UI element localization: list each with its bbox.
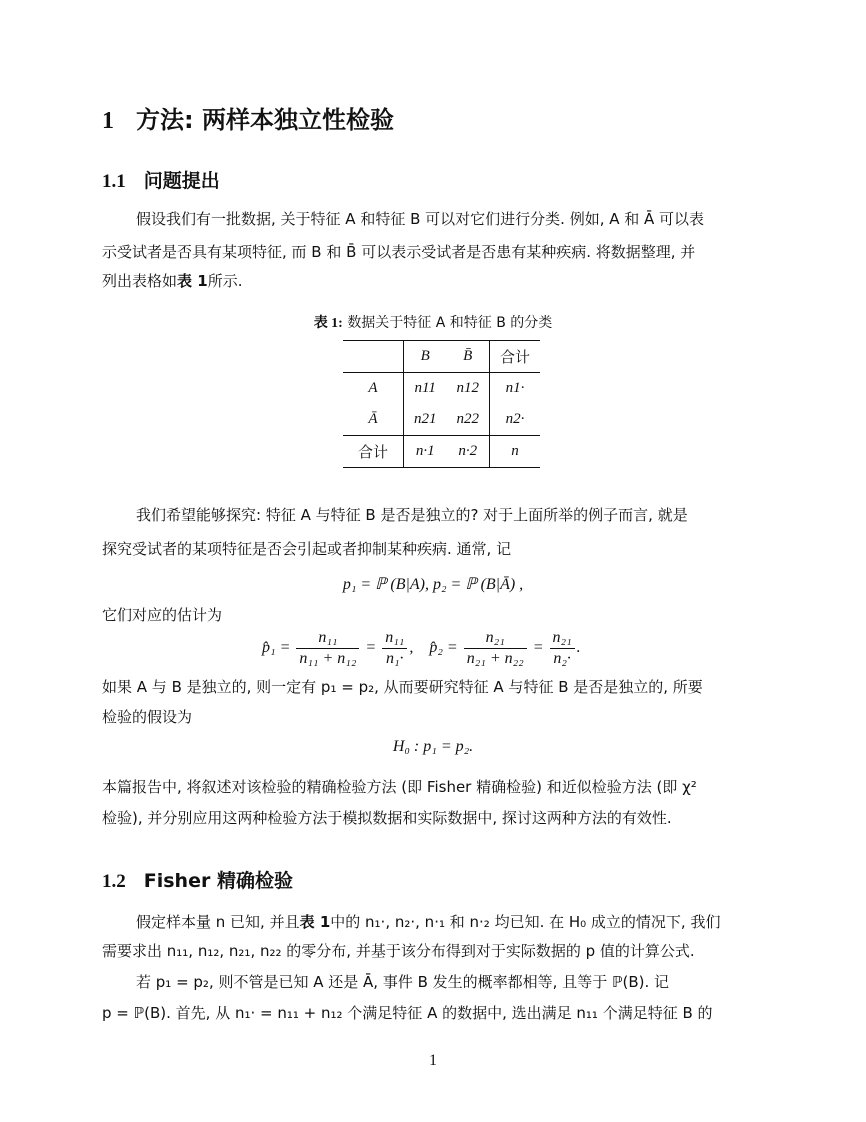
paragraph-line: p = ℙ(B). 首先, 从 n₁· = n₁₁ + n₁₂ 个满足特征 A 的数据中, 选出满足 n₁₁ 个满足特征 B 的 — [102, 1004, 713, 1022]
paragraph-line: 若 p₁ = p₂, 则不管是已知 A 还是 Ā, 事件 B 发生的概率都相等, 且等于 ℙ(B). 记 — [136, 973, 670, 991]
subsection-title: 问题提出 — [143, 170, 220, 192]
paragraph-line: 本篇报告中, 将叙述对该检验的精确检验方法 (即 Fisher 精确检验) 和近似检验方法 (即 χ² — [102, 778, 697, 796]
math-text: . — [576, 639, 581, 657]
table-caption — [0, 312, 866, 332]
subsection-number: 1.2 — [102, 871, 126, 892]
table-header-cell: 合计 — [490, 341, 541, 373]
table-row-label: A — [343, 373, 404, 405]
text-span: 假定样本量 n 已知, 并且 — [136, 913, 300, 931]
paragraph-line — [136, 911, 720, 932]
text-span: 列出表格如 — [102, 272, 178, 290]
table-reference-link[interactable]: 表 1 — [299, 913, 331, 931]
table-cell: n12 — [447, 373, 490, 405]
caption-label: 表 1: — [313, 316, 343, 331]
table-row-label: Ā — [343, 404, 404, 436]
table-cell: n21 — [414, 411, 437, 427]
math-text: p̂₁ = — [262, 639, 291, 657]
paragraph-line — [102, 270, 242, 291]
numerator: n₁₁ — [382, 628, 407, 649]
page-number: 1 — [429, 1052, 437, 1069]
paragraph-line: 检验的假设为 — [102, 708, 193, 726]
table-cell: n22 — [447, 404, 490, 436]
contingency-table — [343, 340, 540, 468]
paragraph-line: 检验), 并分别应用这两种检验方法于模拟数据和实际数据中, 探讨这两种方法的有效性. — [102, 809, 672, 827]
equation-estimates: p̂₁ = $\frac{\text{n₁₁}}{\text{n₁₁ + n₁₂}}$ = $\frac{\text{n₁₁}}{\text{n₁·}}$ , p̂₂ = $\frac{\text{n₂₁}}{\text{n₂₁ + n₂₂}}$ = $\frac{\text{n₂₁}}{\text{n₂·}}$ . — [262, 629, 581, 667]
denominator: n₂· — [553, 650, 571, 667]
table-cell: n·2 — [447, 436, 490, 468]
table-header-cell: B̄ — [447, 341, 490, 373]
denominator: n₂₁ + n₂₂ — [466, 650, 524, 667]
text-span: 中的 n₁·, n₂·, n·₁ 和 n·₂ 均已知. 在 H₀ 成立的情况下, 我们 — [330, 913, 721, 931]
subsection-title: Fisher 精确检验 — [143, 870, 293, 892]
paragraph-line: 如果 A 与 B 是独立的, 则一定有 p₁ = p₂, 从而要研究特征 A 与特征 B 是否是独立的, 所要 — [102, 678, 703, 696]
table-header-cell — [343, 341, 404, 373]
table-cell: n2· — [505, 411, 525, 427]
table-cell: n — [490, 436, 541, 468]
text-span: 所示. — [207, 272, 243, 290]
table-reference-link[interactable]: 表 1 — [177, 272, 208, 290]
fraction — [382, 628, 407, 669]
math-text: p̂₂ = — [429, 639, 458, 657]
section-heading — [102, 100, 394, 135]
table-cell: n·1 — [404, 436, 447, 468]
numerator: n₁₁ — [296, 628, 359, 649]
table-header-cell: B — [404, 341, 447, 373]
paragraph-line: 假设我们有一批数据, 关于特征 A 和特征 B 可以对它们进行分类. 例如, A 和 Ā 可以表 — [136, 210, 705, 228]
section-title: 方法: 两样本独立性检验 — [136, 106, 394, 134]
denominator: n₁₁ + n₁₂ — [299, 650, 357, 667]
subsection-number: 1.1 — [102, 171, 126, 192]
subsection-heading-1 — [102, 166, 220, 193]
math-text: , — [409, 639, 414, 657]
fraction — [296, 628, 359, 669]
fraction — [464, 628, 527, 669]
paragraph-line: 我们希望能够探究: 特征 A 与特征 B 是否是独立的? 对于上面所举的例子而言, 就是 — [136, 506, 688, 524]
section-number: 1 — [102, 108, 114, 134]
equation-probabilities: p₁ = ℙ (B|A), p₂ = ℙ (B|Ā) , — [342, 576, 524, 593]
subsection-heading-2 — [102, 866, 293, 893]
fraction — [550, 628, 575, 669]
caption-text: 数据关于特征 A 和特征 B 的分类 — [347, 315, 553, 331]
table-row-label: 合计 — [343, 436, 404, 468]
equation-hypothesis: H₀ : p₁ = p₂. — [392, 738, 474, 755]
paragraph-line: 示受试者是否具有某项特征, 而 B 和 B̄ 可以表示受试者是否患有某种疾病. 将数据整理, 并 — [102, 243, 696, 261]
table-cell: n1· — [490, 373, 541, 405]
paragraph-line: 探究受试者的某项特征是否会引起或者抑制某种疾病. 通常, 记 — [102, 540, 512, 558]
numerator: n₂₁ — [550, 628, 575, 649]
table-cell: n11 — [404, 373, 447, 405]
paragraph-line: 它们对应的估计为 — [102, 606, 223, 624]
paragraph-line: 需要求出 n₁₁, n₁₂, n₂₁, n₂₂ 的零分布, 并基于该分布得到对于实际数据的 p 值的计算公式. — [102, 942, 695, 960]
denominator: n₁· — [385, 650, 404, 667]
numerator: n₂₁ — [464, 628, 527, 649]
